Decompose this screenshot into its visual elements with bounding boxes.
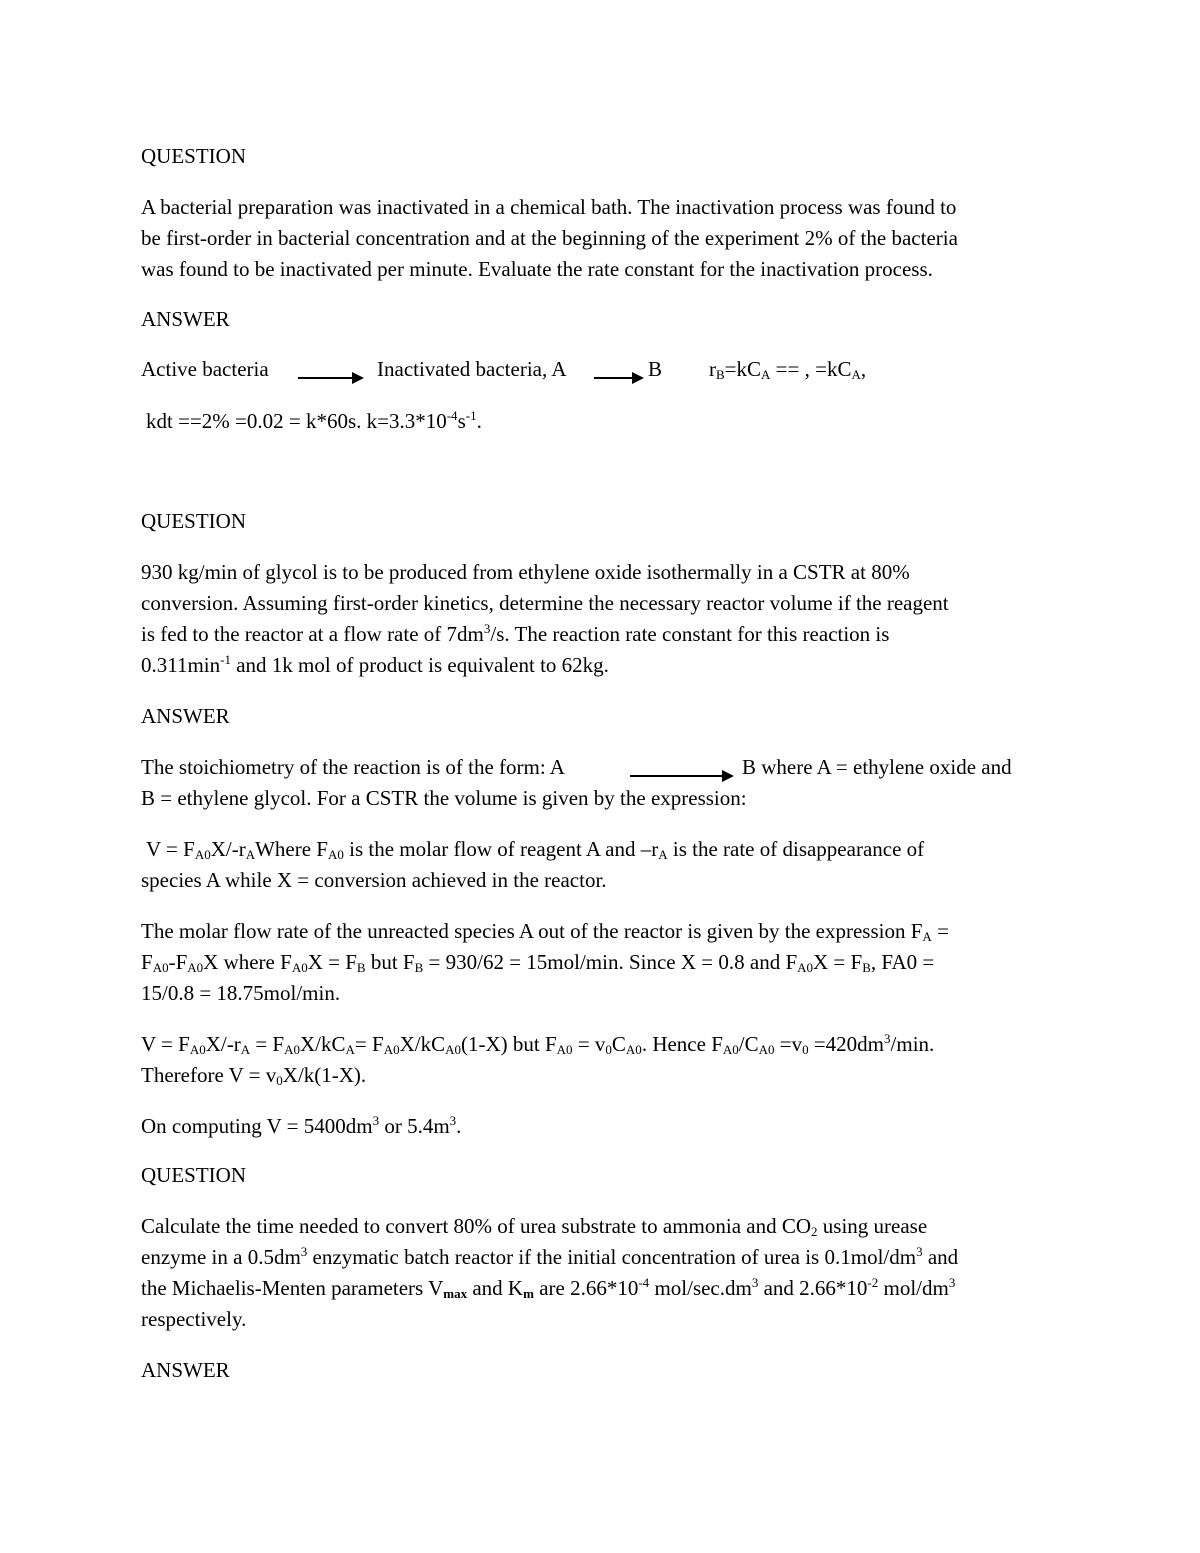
q1-answer-heading: ANSWER: [141, 307, 230, 331]
q2-answer-heading: ANSWER: [141, 704, 230, 728]
q2-computed-volume: On computing $V = 5400dm^3$ or $5.4m^3$.: [141, 1113, 462, 1138]
q2-volume-definition: $V = F_{A0}X/-r_AWhere$ $F_{A0}$ is the molar flow of reagent A and $-r_A$ is the rate of disappearance of species A while X = conversion achieved in the reactor.: [141, 837, 925, 892]
q3-answer-heading: ANSWER: [141, 1358, 230, 1382]
q2-line-3: is fed to the reactor at a flow rate of $7dm^3/s$. The reaction rate constant for this reaction is: [141, 621, 890, 646]
q2-molar-flow-paragraph: The molar flow rate of the unreacted species A out of the reactor is given by the expression $F_A$ = $F_{A0}-F_{A0}X$ where $F_{A0}X = F_B$ but $F_B = 930/62 = 15mol/\min$. Since X = 0.8 and $F_{A0}X = F_B$, FA0 = 15/0.8 = 18.75mol/min.: [141, 919, 949, 1005]
q2-line-1: 930 kg/min of glycol is to be produced from ethylene oxide isothermally in a CSTR at 80%: [141, 560, 910, 584]
q1-reaction-b: B: [648, 357, 663, 381]
q3-heading: QUESTION: [141, 1163, 246, 1187]
q1-heading: QUESTION: [141, 144, 246, 168]
reaction-arrow-icon: [594, 370, 644, 384]
q1-kdt-calculation: kdt ==2% =0.02 = k*60s. $k=3.3*10^{-4}s^{-1}$.: [146, 408, 482, 433]
q2-question-text: [141, 557, 1071, 681]
q1-reaction-reactant: Active bacteria: [141, 357, 269, 381]
q2-line-4: $0.311\min^{-1}$ and 1k mol of product is equivalent to 62kg.: [141, 652, 609, 677]
q1-question-text: [141, 192, 1071, 285]
reaction-arrow-icon: [298, 370, 364, 384]
q1-reaction-product: Inactivated bacteria, A: [377, 357, 567, 381]
q3-question-text: Calculate the time needed to convert 80% of urea substrate to ammonia and $CO_2$ using urease enzyme in a $0.5dm^3$ enzymatic batch reactor if the initial concentration of urea is $0.1mol/dm^3$ and the Michaelis-Menten parameters $V_{max}$ and $K_m$ are $2.66*10^{-4}$ mol/$\sec.dm^3$ and $2.66*10^{-2}$ mol/$dm^3$ respectively.: [141, 1214, 959, 1331]
reaction-arrow-icon: [630, 768, 734, 782]
q2-heading: QUESTION: [141, 509, 246, 533]
q1-line-3: was found to be inactivated per minute. Evaluate the rate constant for the inactivation process.: [141, 257, 933, 281]
q2-line-2: conversion. Assuming first-order kinetics, determine the necessary reactor volume if the reagent: [141, 591, 949, 615]
q1-rate-expression: $r_B=kC_A$ == , $=kC_A$,: [709, 357, 867, 382]
q2-stoichiometry-line-2: B = ethylene glycol. For a CSTR the volume is given by the expression:: [141, 786, 747, 810]
q2-stoichiometry-end: B where A = ethylene oxide and: [742, 755, 1012, 779]
q1-line-1: A bacterial preparation was inactivated in a chemical bath. The inactivation process was found to: [141, 195, 957, 219]
q2-volume-derivation: $V = F_{A0}X/-r_A = F_{A0}X/kC_A= F_{A0}X/kC_{A0}(1-X)$ but $F_{A0} = v_0C_{A0}$. Hence $F_{A0}/C_{A0} =v_0 =420dm^3/\min$. Therefore $V = v_0X/k(1-X)$.: [141, 1031, 935, 1088]
q2-stoichiometry-start: The stoichiometry of the reaction is of the form: A: [141, 755, 565, 779]
q1-line-2: be first-order in bacterial concentration and at the beginning of the experiment 2% of the bacteria: [141, 226, 958, 250]
